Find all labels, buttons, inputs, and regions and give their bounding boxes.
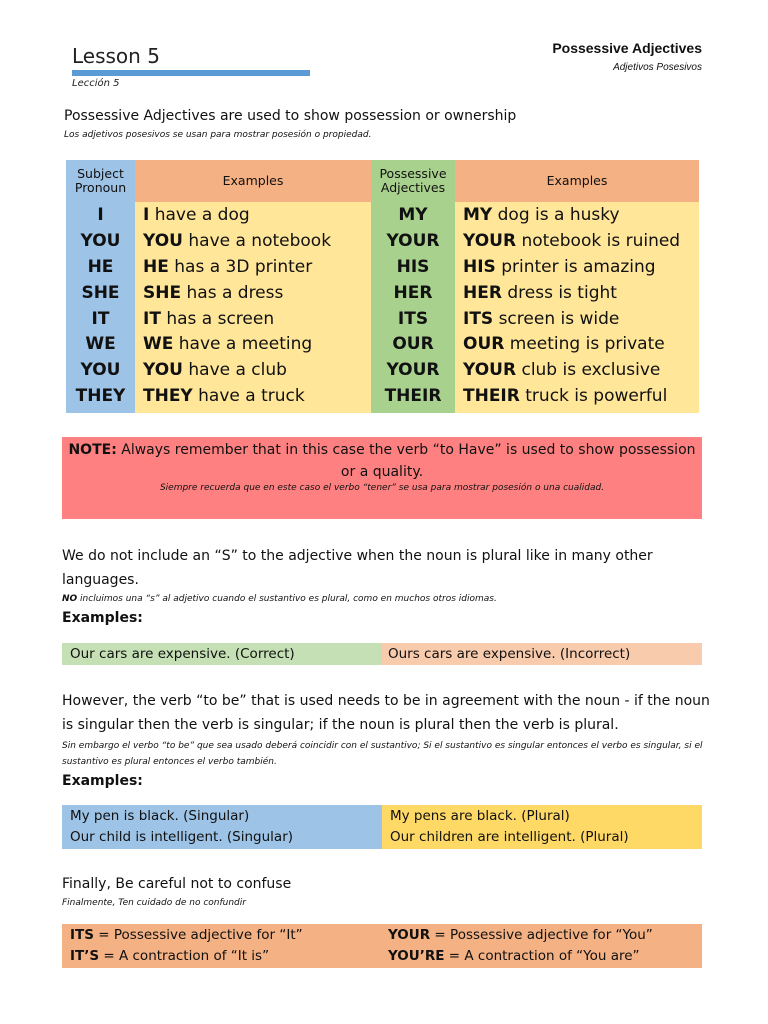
confuse-definition: = Possessive adjective for “You” xyxy=(430,927,653,943)
singular-example: Our child is intelligent. (Singular) xyxy=(70,829,294,845)
confuse-item xyxy=(70,946,303,967)
table-row xyxy=(66,280,699,306)
table-spacer-row xyxy=(66,409,699,413)
incorrect-example: Ours cars are expensive. (Incorrect) xyxy=(382,643,702,665)
example-cell xyxy=(455,280,699,306)
singular-examples xyxy=(62,805,382,849)
header-examples-2: Examples xyxy=(455,160,699,202)
note-text-es: Siempre recuerda que en este caso el verbo “tener” se usa para mostrar posesión o una cualidad. xyxy=(159,483,605,493)
table-row xyxy=(66,357,699,383)
verb-rule-text-es: Sin embargo el verbo “to be” que sea usado deberá coincidir con el sustantivo; Si el sustantivo es singular entonces el verbo es singular, si el sustantivo es plural entonces el verbo también. xyxy=(62,741,703,767)
example-pronoun: THEY xyxy=(143,386,193,407)
example-cell xyxy=(135,254,371,280)
adjective-cell: MY xyxy=(371,202,455,228)
plural-rule-text: We do not include an “S” to the adjective when the noun is plural like in many other languages. xyxy=(62,548,653,588)
example-rest: meeting is private xyxy=(504,334,665,355)
example-rest: printer is amazing xyxy=(495,256,656,277)
confuse-text-es: Finalmente, Ten cuidado de no confundir xyxy=(62,898,246,908)
example-rest: has a dress xyxy=(181,282,284,303)
confuse-item xyxy=(388,946,653,967)
plural-rule-es-bold: NO xyxy=(62,594,78,604)
example-cell xyxy=(135,202,371,228)
example-cell xyxy=(135,357,371,383)
pronoun-cell: SHE xyxy=(66,280,135,306)
note-label: NOTE: xyxy=(68,442,117,458)
confuse-term: IT’S xyxy=(70,948,100,964)
confuse-term: ITS xyxy=(70,927,94,943)
example-pronoun: WE xyxy=(143,334,174,355)
example-rest: notebook is ruined xyxy=(516,230,681,251)
adjective-cell: HIS xyxy=(371,254,455,280)
confuse-term: YOUR xyxy=(388,927,431,943)
note-text xyxy=(62,439,702,483)
confuse-col-your xyxy=(388,925,653,967)
example-pronoun: HE xyxy=(143,256,169,277)
example-cell xyxy=(455,331,699,357)
example-rest: have a meeting xyxy=(173,334,313,355)
intro-text-es: Los adjetivos posesivos se usan para mostrar posesión o propiedad. xyxy=(64,130,372,140)
confuse-definition: = A contraction of “You are” xyxy=(444,948,640,964)
confuse-item xyxy=(70,925,303,946)
example-cell xyxy=(135,228,371,254)
example-cell xyxy=(455,357,699,383)
confuse-definition: = Possessive adjective for “It” xyxy=(93,927,303,943)
header-possessive-adjectives: Possessive Adjectives xyxy=(371,160,455,202)
example-pronoun: YOU xyxy=(143,230,183,251)
example-rest: has a 3D printer xyxy=(168,256,313,277)
table-header-row xyxy=(66,160,699,202)
example-adjective: HER xyxy=(463,282,502,303)
header-subject-pronoun: Subject Pronoun xyxy=(66,160,135,202)
example-cell xyxy=(455,383,699,409)
pronoun-cell: IT xyxy=(66,306,135,332)
intro-text: Possessive Adjectives are used to show possession or ownership xyxy=(64,108,517,124)
confuse-text: Finally, Be careful not to confuse xyxy=(62,876,292,892)
lesson-title: Lesson 5 xyxy=(72,44,160,68)
example-rest: dress is tight xyxy=(501,282,617,303)
correct-example: Our cars are expensive. (Correct) xyxy=(62,643,382,665)
table-row xyxy=(66,254,699,280)
adjective-cell: OUR xyxy=(371,331,455,357)
singular-example: My pen is black. (Singular) xyxy=(70,808,250,824)
examples-label: Examples: xyxy=(62,773,143,789)
example-rest: have a dog xyxy=(149,204,250,225)
example-cell xyxy=(135,280,371,306)
confuse-item xyxy=(388,925,653,946)
pronoun-cell: THEY xyxy=(66,383,135,409)
header-examples-1: Examples xyxy=(135,160,371,202)
lesson-subtitle: Lección 5 xyxy=(72,78,120,89)
example-adjective: ITS xyxy=(463,308,494,329)
plural-rule-es-rest: incluimos una “s” al adjetivo cuando el sustantivo es plural, como en muchos otros idiomas. xyxy=(77,594,497,604)
example-rest: screen is wide xyxy=(493,308,620,329)
adjective-cell: YOUR xyxy=(371,228,455,254)
plural-example: Our children are intelligent. (Plural) xyxy=(390,829,629,845)
plural-examples xyxy=(382,805,702,849)
pronoun-cell: HE xyxy=(66,254,135,280)
example-rest: have a club xyxy=(182,360,287,381)
example-rest: truck is powerful xyxy=(519,386,668,407)
examples-label: Examples: xyxy=(62,610,143,626)
example-cell xyxy=(135,306,371,332)
example-cell xyxy=(455,254,699,280)
example-rest: has a screen xyxy=(160,308,275,329)
confuse-definition: = A contraction of “It is” xyxy=(99,948,270,964)
plural-rule-text-es xyxy=(62,594,497,604)
example-cell xyxy=(135,331,371,357)
note-box xyxy=(62,437,702,519)
example-cell xyxy=(455,228,699,254)
table-row xyxy=(66,383,699,409)
possessive-table xyxy=(66,160,699,413)
example-adjective: YOUR xyxy=(463,230,517,251)
confuse-box xyxy=(62,924,702,968)
topic-title: Possessive Adjectives xyxy=(552,40,702,56)
example-cell xyxy=(455,202,699,228)
table-row xyxy=(66,306,699,332)
adjective-cell: HER xyxy=(371,280,455,306)
note-body: Always remember that in this case the verb “to Have” is used to show possession or a quality. xyxy=(116,442,696,480)
pronoun-cell: YOU xyxy=(66,357,135,383)
example-adjective: MY xyxy=(463,204,493,225)
example-adjective: THEIR xyxy=(463,386,520,407)
example-pronoun: YOU xyxy=(143,360,183,381)
adjective-cell: THEIR xyxy=(371,383,455,409)
example-adjective: HIS xyxy=(463,256,496,277)
verb-rule-text: However, the verb “to be” that is used needs to be in agreement with the noun - if the noun is singular then the verb is singular; if the noun is plural then the verb is plural. xyxy=(62,693,710,733)
table-row xyxy=(66,202,699,228)
example-pronoun: SHE xyxy=(143,282,182,303)
pronoun-cell: I xyxy=(66,202,135,228)
pronoun-cell: WE xyxy=(66,331,135,357)
adjective-cell: YOUR xyxy=(371,357,455,383)
plural-example: My pens are black. (Plural) xyxy=(390,808,570,824)
confuse-col-its xyxy=(70,925,303,967)
pronoun-cell: YOU xyxy=(66,228,135,254)
title-underline-bar xyxy=(72,70,310,76)
example-pronoun: I xyxy=(143,204,150,225)
table-row xyxy=(66,331,699,357)
topic-subtitle: Adjetivos Posesivos xyxy=(613,62,702,73)
example-rest: have a truck xyxy=(192,386,305,407)
example-rest: have a notebook xyxy=(182,230,332,251)
example-rest: dog is a husky xyxy=(492,204,620,225)
example-adjective: YOUR xyxy=(463,360,517,381)
example-cell xyxy=(135,383,371,409)
confuse-term: YOU’RE xyxy=(388,948,445,964)
example-cell xyxy=(455,306,699,332)
table-row xyxy=(66,228,699,254)
example-adjective: OUR xyxy=(463,334,505,355)
adjective-cell: ITS xyxy=(371,306,455,332)
example-pronoun: IT xyxy=(143,308,161,329)
example-rest: club is exclusive xyxy=(516,360,661,381)
